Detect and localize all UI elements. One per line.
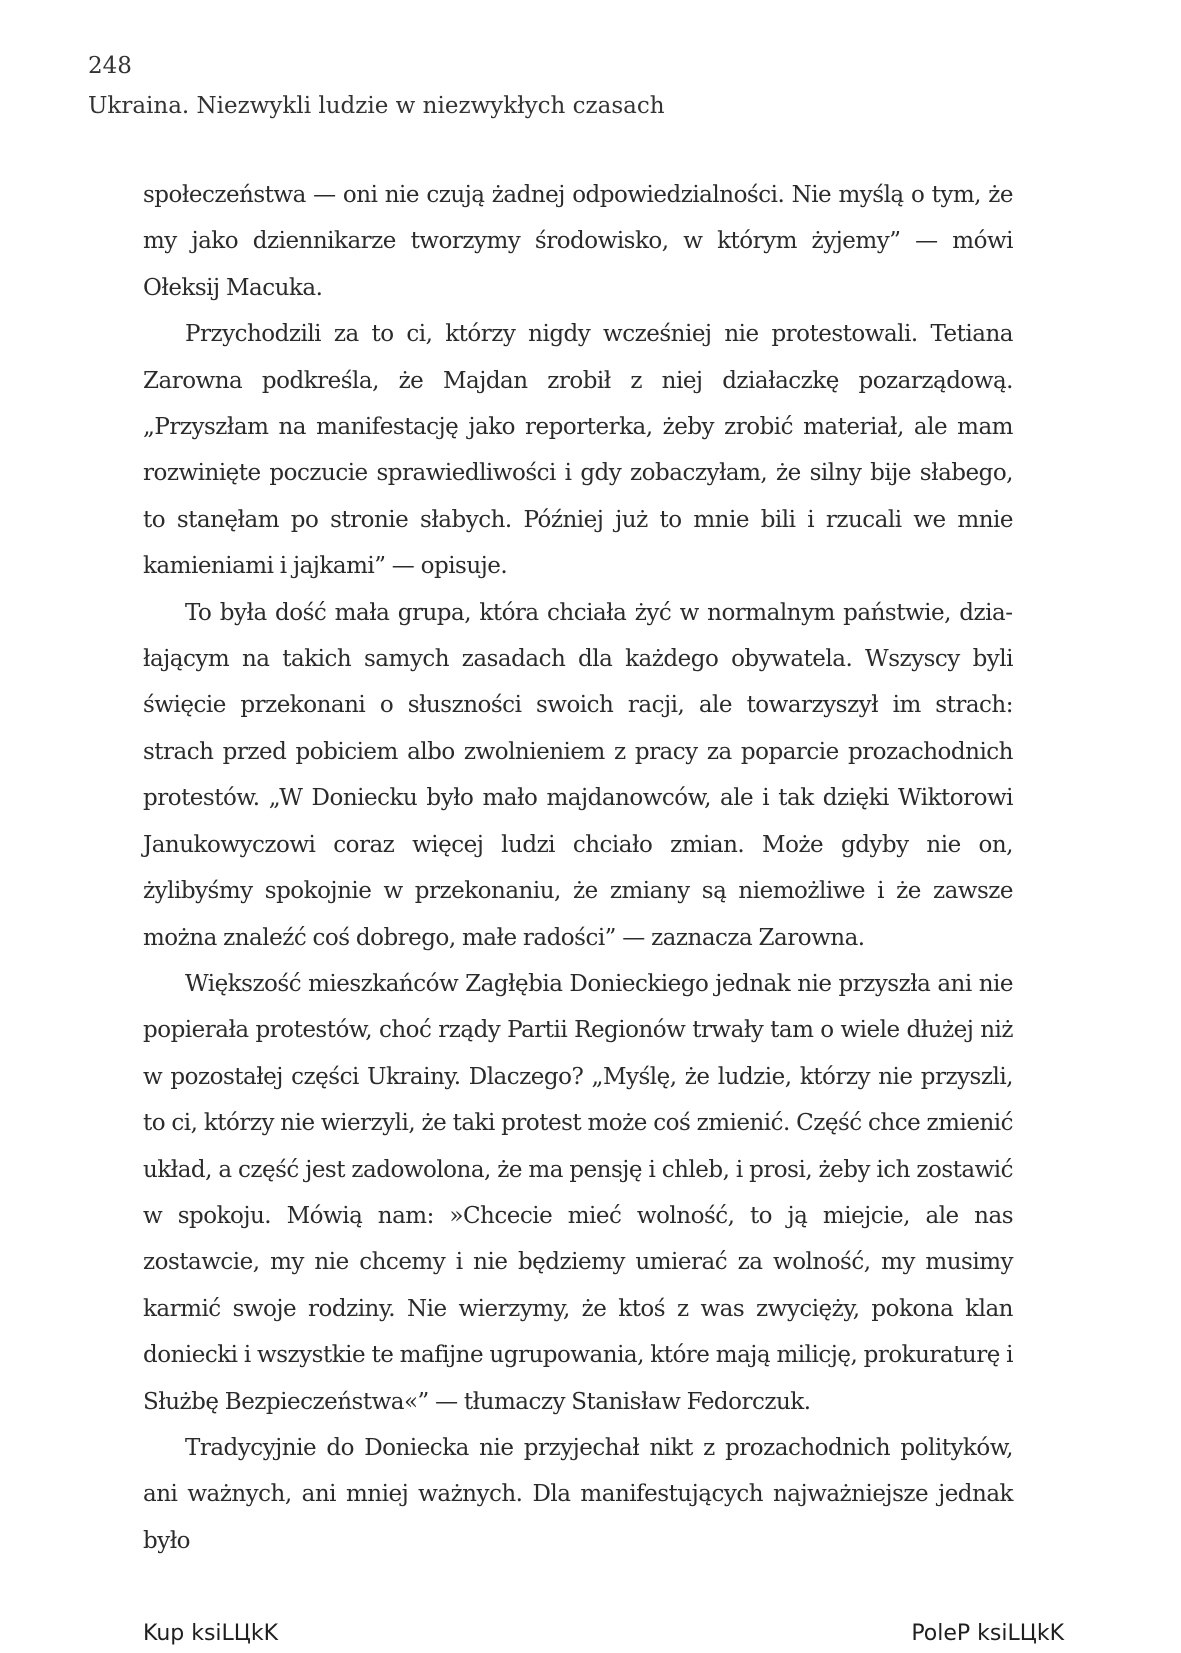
paragraph: To była dość mała grupa, która chciała żyć w normalnym państwie, działającym na takich samych zasadach dla każdego obywatela. Wszyscy byli święcie przekonani o słuszności swoich racji, ale towarzyszył im strach: strach przed pobiciem albo zwolnieniem z pracy za poparcie prozachodnich protestów. „W Doniecku było mało majdanowców, ale i tak dzięki Wiktorowi Janukowyczowi coraz więcej ludzi chciało zmian. Może gdyby nie on, żylibyśmy spokojnie w przekonaniu, że zmiany są niemożliwe i że zawsze można znaleźć coś dobrego, małe radości” — zaznacza Zarowna. <box>143 599 1013 951</box>
paragraph: Tradycyjnie do Doniecka nie przyjechał nikt z prozachodnich polityków, ani ważnych, ani mniej ważnych. Dla manifestujących najważniejsze jednak było <box>143 1434 1013 1554</box>
buy-book-link[interactable]: Kup ksiLЦkK <box>143 1621 279 1646</box>
body-text <box>143 172 1013 1564</box>
paragraph: Przychodzili za to ci, którzy nigdy wcześniej nie protestowali. Tetiana Zarowna podkreśla, że Majdan zrobił z niej działaczkę pozarządową. „Przyszłam na manifestację jako reporterka, żeby zrobić materiał, ale mam rozwinięte poczucie sprawiedliwości i gdy zobaczyłam, że silny bije słabego, to stanęłam po stronie słabych. Później już to mnie bili i rzucali we mnie kamieniami i jajkami” — opisuje. <box>143 321 1013 580</box>
recommend-book-link[interactable]: PoleP ksiLЦkK <box>911 1621 1064 1646</box>
paragraph-continued: społeczeństwa — oni nie czują żadnej odpowiedzialności. Nie myślą o tym, że my jako dziennikarze tworzymy środowisko, w którym żyjemy” — mówi Ołeksij Macuka. <box>143 182 1013 301</box>
running-head-title: Ukraina. Niezwykli ludzie w niezwykłych czasach <box>88 93 665 119</box>
page-number: 248 <box>88 53 132 79</box>
paragraph: Większość mieszkańców Zagłębia Donieckiego jednak nie przyszła ani nie popierała protestów, choć rządy Partii Regionów trwały tam o wiele dłużej niż w pozostałej części Ukrainy. Dlaczego? „Myślę, że ludzie, którzy nie przyszli, to ci, którzy nie wierzyli, że taki protest może coś zmienić. Część chce zmienić układ, a część jest zadowolona, że ma pensję i chleb, i prosi, żeby ich zostawić w spokoju. Mówią nam: »Chcecie mieć wolność, to ją miejcie, ale nas zostawcie, my nie chcemy i nie będziemy umierać za wolność, my musimy karmić swoje rodziny. Nie wierzymy, że ktoś z was zwycięży, pokona klan doniecki i wszystkie te mafijne ugrupowania, które mają milicję, prokuraturę i Służbę Bezpieczeństwa«” — tłumaczy Stanisław Fedorczuk. <box>143 970 1013 1415</box>
